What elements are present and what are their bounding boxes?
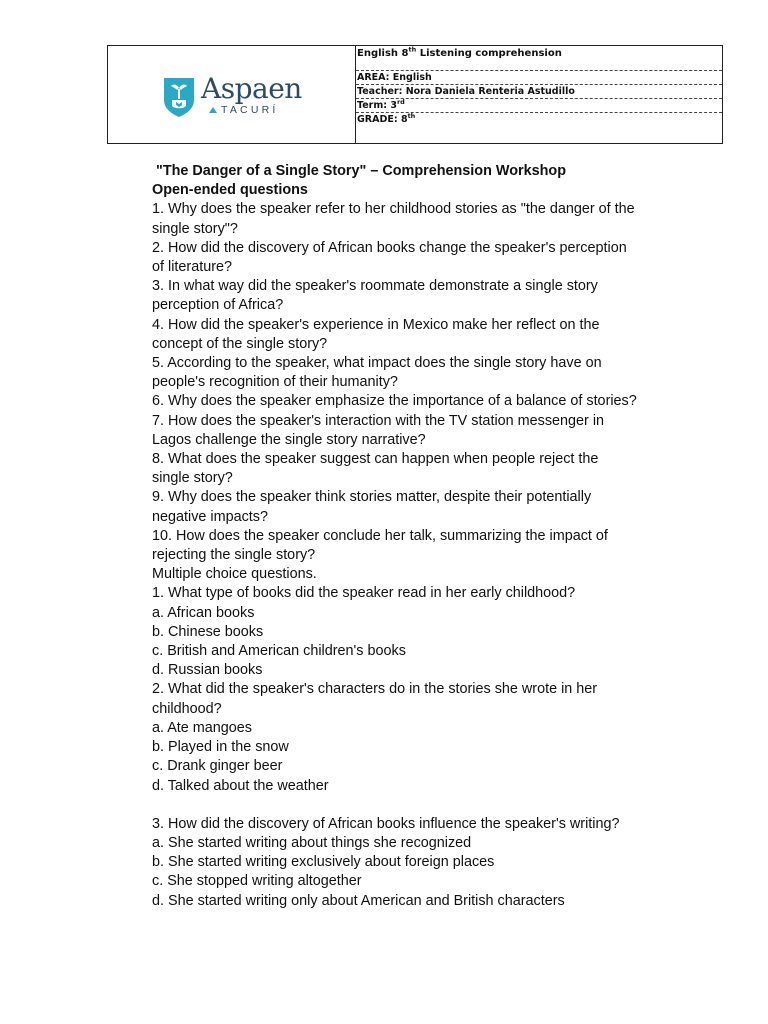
question-line: b. Chinese books	[152, 623, 264, 640]
question-line: concept of the single story?	[152, 335, 328, 352]
question-line: 1. What type of books did the speaker read in her early childhood?	[152, 585, 576, 602]
question-line: 5. According to the speaker, what impact does the single story have on	[152, 355, 602, 372]
question-line: a. Ate mangoes	[152, 719, 253, 736]
question-line: 6. Why does the speaker emphasize the importance of a balance of stories?	[152, 393, 637, 410]
question-line: perception of Africa?	[152, 297, 284, 314]
open-ended-questions	[152, 200, 712, 565]
logo-cell	[108, 46, 356, 143]
shield-icon	[162, 76, 196, 118]
question-line: Lagos challenge the single story narrative?	[152, 431, 426, 448]
question-line: c. British and American children's books	[152, 643, 406, 660]
question-line: c. Drank ginger beer	[152, 758, 283, 775]
question-line: people's recognition of their humanity?	[152, 374, 398, 391]
term-field: Term: 3rd	[356, 99, 722, 113]
question-line: d. She started writing only about American and British characters	[152, 892, 565, 909]
question-line: b. Played in the snow	[152, 739, 289, 756]
question-line: 7. How does the speaker's interaction with the TV station messenger in	[152, 412, 605, 429]
question-line: b. She started writing exclusively about foreign places	[152, 854, 495, 871]
course-title: English 8th Listening comprehension	[356, 46, 722, 71]
question-line: 2. What did the speaker's characters do in the stories she wrote in her	[152, 681, 598, 698]
question-line: 3. In what way did the speaker's roommate demonstrate a single story	[152, 278, 598, 295]
multiple-choice-heading: Multiple choice questions.	[152, 566, 317, 583]
question-line: 3. How did the discovery of African books influence the speaker's writing?	[152, 815, 620, 832]
worksheet-content	[152, 162, 712, 911]
multiple-choice-block-1	[152, 584, 712, 795]
brand-name: Aspaen	[201, 72, 302, 105]
question-line: 9. Why does the speaker think stories matter, despite their potentially	[152, 489, 592, 506]
worksheet-title: "The Danger of a Single Story" – Comprehension Workshop	[156, 163, 566, 179]
question-line: rejecting the single story?	[152, 547, 316, 564]
question-line: d. Russian books	[152, 662, 263, 679]
question-line: 10. How does the speaker conclude her talk, summarizing the impact of	[152, 527, 608, 544]
spacer	[152, 796, 712, 815]
question-line: of literature?	[152, 259, 232, 276]
open-ended-heading: Open-ended questions	[152, 182, 308, 199]
question-line: single story"?	[152, 220, 238, 237]
area-field: AREA: English	[356, 71, 722, 85]
grade-field: GRADE: 8th	[357, 113, 416, 125]
question-line: 8. What does the speaker suggest can happen when people reject the	[152, 451, 599, 468]
header-table	[107, 45, 723, 144]
teacher-field: Teacher: Nora Daniela Renteria Astudillo	[356, 85, 722, 99]
question-line: c. She stopped writing altogether	[152, 873, 362, 890]
question-line: a. She started writing about things she recognized	[152, 834, 472, 851]
question-line: single story?	[152, 470, 233, 487]
question-line: a. African books	[152, 604, 255, 621]
brand-subtitle: TACURÍ	[221, 104, 302, 116]
question-line: negative impacts?	[152, 508, 268, 525]
question-line: 2. How did the discovery of African books change the speaker's perception	[152, 239, 627, 256]
aspaen-logo	[162, 72, 302, 118]
question-line: childhood?	[152, 700, 222, 717]
multiple-choice-block-2	[152, 815, 712, 911]
question-line: 1. Why does the speaker refer to her childhood stories as "the danger of the	[152, 201, 635, 218]
question-line: d. Talked about the weather	[152, 777, 329, 794]
question-line: 4. How did the speaker's experience in Mexico make her reflect on the	[152, 316, 600, 333]
triangle-icon	[209, 107, 217, 113]
info-cell	[356, 46, 722, 143]
